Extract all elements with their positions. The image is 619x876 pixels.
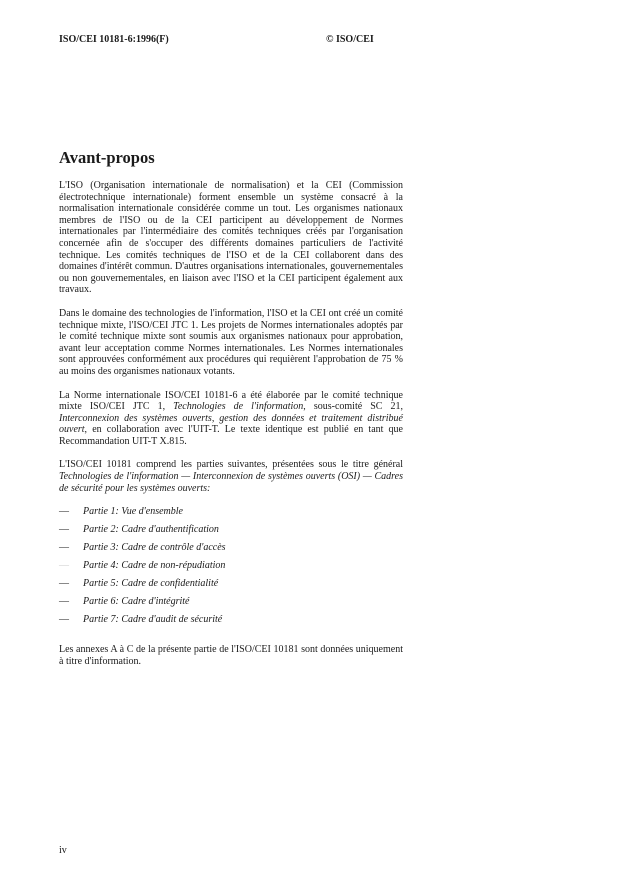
dash-bullet: — xyxy=(59,596,69,608)
header-document-id: ISO/CEI 10181-6:1996(F) xyxy=(59,34,169,45)
part-label: Partie 4: Cadre de non-répudiation xyxy=(83,560,226,572)
list-item xyxy=(59,506,403,524)
paragraph-preparation xyxy=(59,390,403,448)
prep-text-3: , en collaboration avec l'UIT-T. Le texte identique est publié en tant que Recommandation UIT-T X.815. xyxy=(59,424,403,447)
dash-bullet: — xyxy=(59,560,69,572)
list-item xyxy=(59,596,403,614)
list-item xyxy=(59,524,403,542)
prep-subcommittee-title: Interconnexion des systèmes ouverts, gestion des données et traitement distribué ouvert xyxy=(59,412,403,436)
dash-bullet: — xyxy=(59,614,69,626)
dash-bullet: — xyxy=(59,578,69,590)
page-number: iv xyxy=(59,845,67,856)
part-label: Partie 6: Cadre d'intégrité xyxy=(83,596,190,608)
part-label: Partie 7: Cadre d'audit de sécurité xyxy=(83,614,223,626)
prep-committee-title: Technologies de l'information xyxy=(173,401,304,413)
list-item xyxy=(59,578,403,596)
paragraph-parts-intro xyxy=(59,459,403,494)
dash-bullet: — xyxy=(59,542,69,554)
list-item xyxy=(59,542,403,560)
prep-text-2: , sous-comité SC 21, xyxy=(303,401,403,413)
header-copyright: © ISO/CEI xyxy=(326,34,374,45)
parts-general-title: Technologies de l'information — Interconnexion de systèmes ouverts (OSI) — Cadres de sécurité pour les systèmes ouverts: xyxy=(59,471,403,494)
part-label: Partie 3: Cadre de contrôle d'accès xyxy=(83,542,226,554)
part-label: Partie 5: Cadre de confidentialité xyxy=(83,578,219,590)
dash-bullet: — xyxy=(59,506,69,518)
list-item xyxy=(59,560,403,578)
dash-bullet: — xyxy=(59,524,69,536)
paragraph-iso-cei-intro: L'ISO (Organisation internationale de normalisation) et la CEI (Commission électrotechnique internationale) forment ensemble un système consacré à la normalisation internationale considérée comme un tout. Les organismes nationaux membres de l'ISO ou de la CEI participent au développement de Normes internationales par l'intermédiaire des comités techniques créés par l'organisation concernée afin de s'occuper des différents domaines particuliers de l'activité technique. Les comités techniques de l'ISO et de la CEI collaborent dans des domaines d'intérêt commun. D'autres organisations internationales, gouvernementales ou non gouvernementales, en liaison avec l'ISO et la CEI participent également aux travaux. xyxy=(59,180,403,296)
paragraph-jtc1: Dans le domaine des technologies de l'information, l'ISO et la CEI ont créé un comité technique mixte, l'ISO/CEI JTC 1. Les projets de Normes internationales adoptés par le comité technique mixte sont soumis aux organismes nationaux pour approbation, avant leur acceptation comme Normes internationales. Les Normes internationales sont approuvées conformément aux procédures qui requièrent l'approbation de 75 % au moins des organismes nationaux votants. xyxy=(59,307,403,377)
paragraph-annexes: Les annexes A à C de la présente partie de l'ISO/CEI 10181 sont données uniquement à titre d'information. xyxy=(59,644,403,667)
foreword-body xyxy=(59,180,403,679)
prep-text-1: La Norme internationale ISO/CEI 10181-6 a été élaborée par le comité technique mixte ISO/CEI JTC 1, xyxy=(59,389,403,413)
part-label: Partie 1: Vue d'ensemble xyxy=(83,506,183,518)
list-item xyxy=(59,614,403,632)
parts-intro-text: L'ISO/CEI 10181 comprend les parties suivantes, présentées sous le titre général xyxy=(59,459,403,471)
page-title: Avant-propos xyxy=(59,148,155,167)
part-label: Partie 2: Cadre d'authentification xyxy=(83,524,219,536)
parts-list xyxy=(59,506,403,632)
